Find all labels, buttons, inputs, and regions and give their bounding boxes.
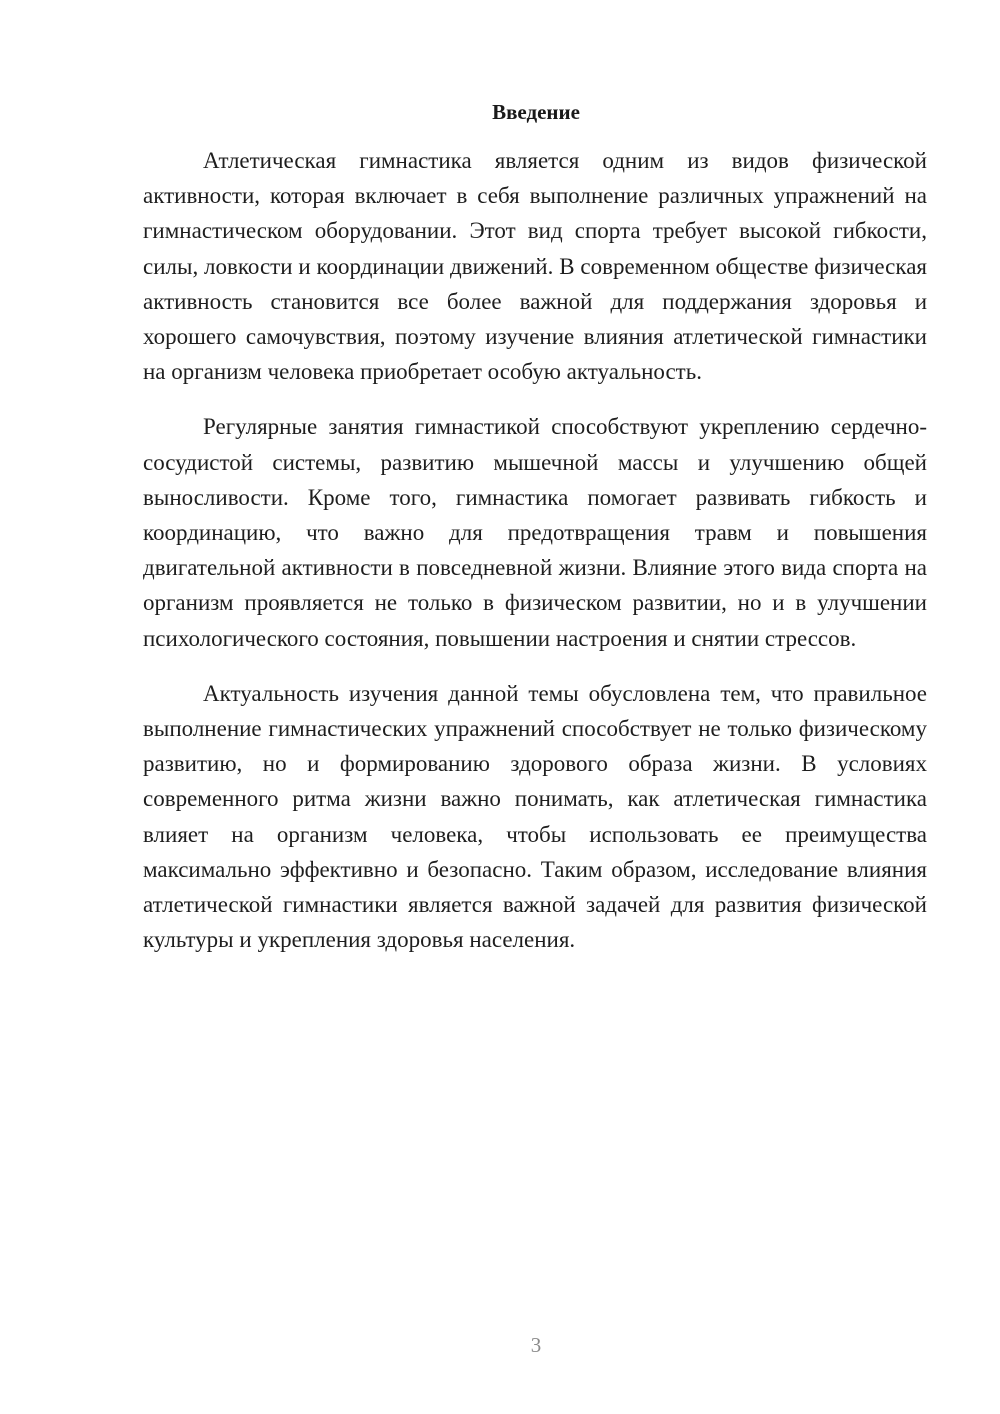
paragraph-3: Актуальность изучения данной темы обусловлена тем, что правильное выполнение гимнастических упражнений способствует не только физическому развитию, но и формированию здорового образа жизни. В условиях современного ритма жизни важно понимать, как атлетическая гимнастика влияет на организм человека, чтобы использовать ее преимущества максимально эффективно и безопасно. Таким образом, исследование влияния атлетической гимнастики является важной задачей для развития физической культуры и укрепления здоровья населения. (143, 680, 927, 953)
page-title: Введение (492, 100, 580, 124)
document-body (143, 143, 927, 977)
page-number: 3 (530, 1333, 542, 1357)
paragraph-1: Атлетическая гимнастика является одним из видов физической активности, которая включает в себя выполнение различных упражнений на гимнастическом оборудовании. Этот вид спорта требует высокой гибкости, силы, ловкости и координации движений. В современном обществе физическая активность становится все более важной для поддержания здоровья и хорошего самочувствия, поэтому изучение влияния атлетической гимнастики на организм человека приобретает особую актуальность. (143, 148, 927, 385)
paragraph-2: Регулярные занятия гимнастикой способствуют укреплению сердечно-сосудистой системы, развитию мышечной массы и улучшению общей выносливости. Кроме того, гимнастика помогает развивать гибкость и координацию, что важно для предотвращения травм и повышения двигательной активности в повседневной жизни. Влияние этого вида спорта на организм проявляется не только в физическом развитии, но и в улучшении психологического состояния, повышении настроения и снятии стрессов. (143, 414, 927, 651)
